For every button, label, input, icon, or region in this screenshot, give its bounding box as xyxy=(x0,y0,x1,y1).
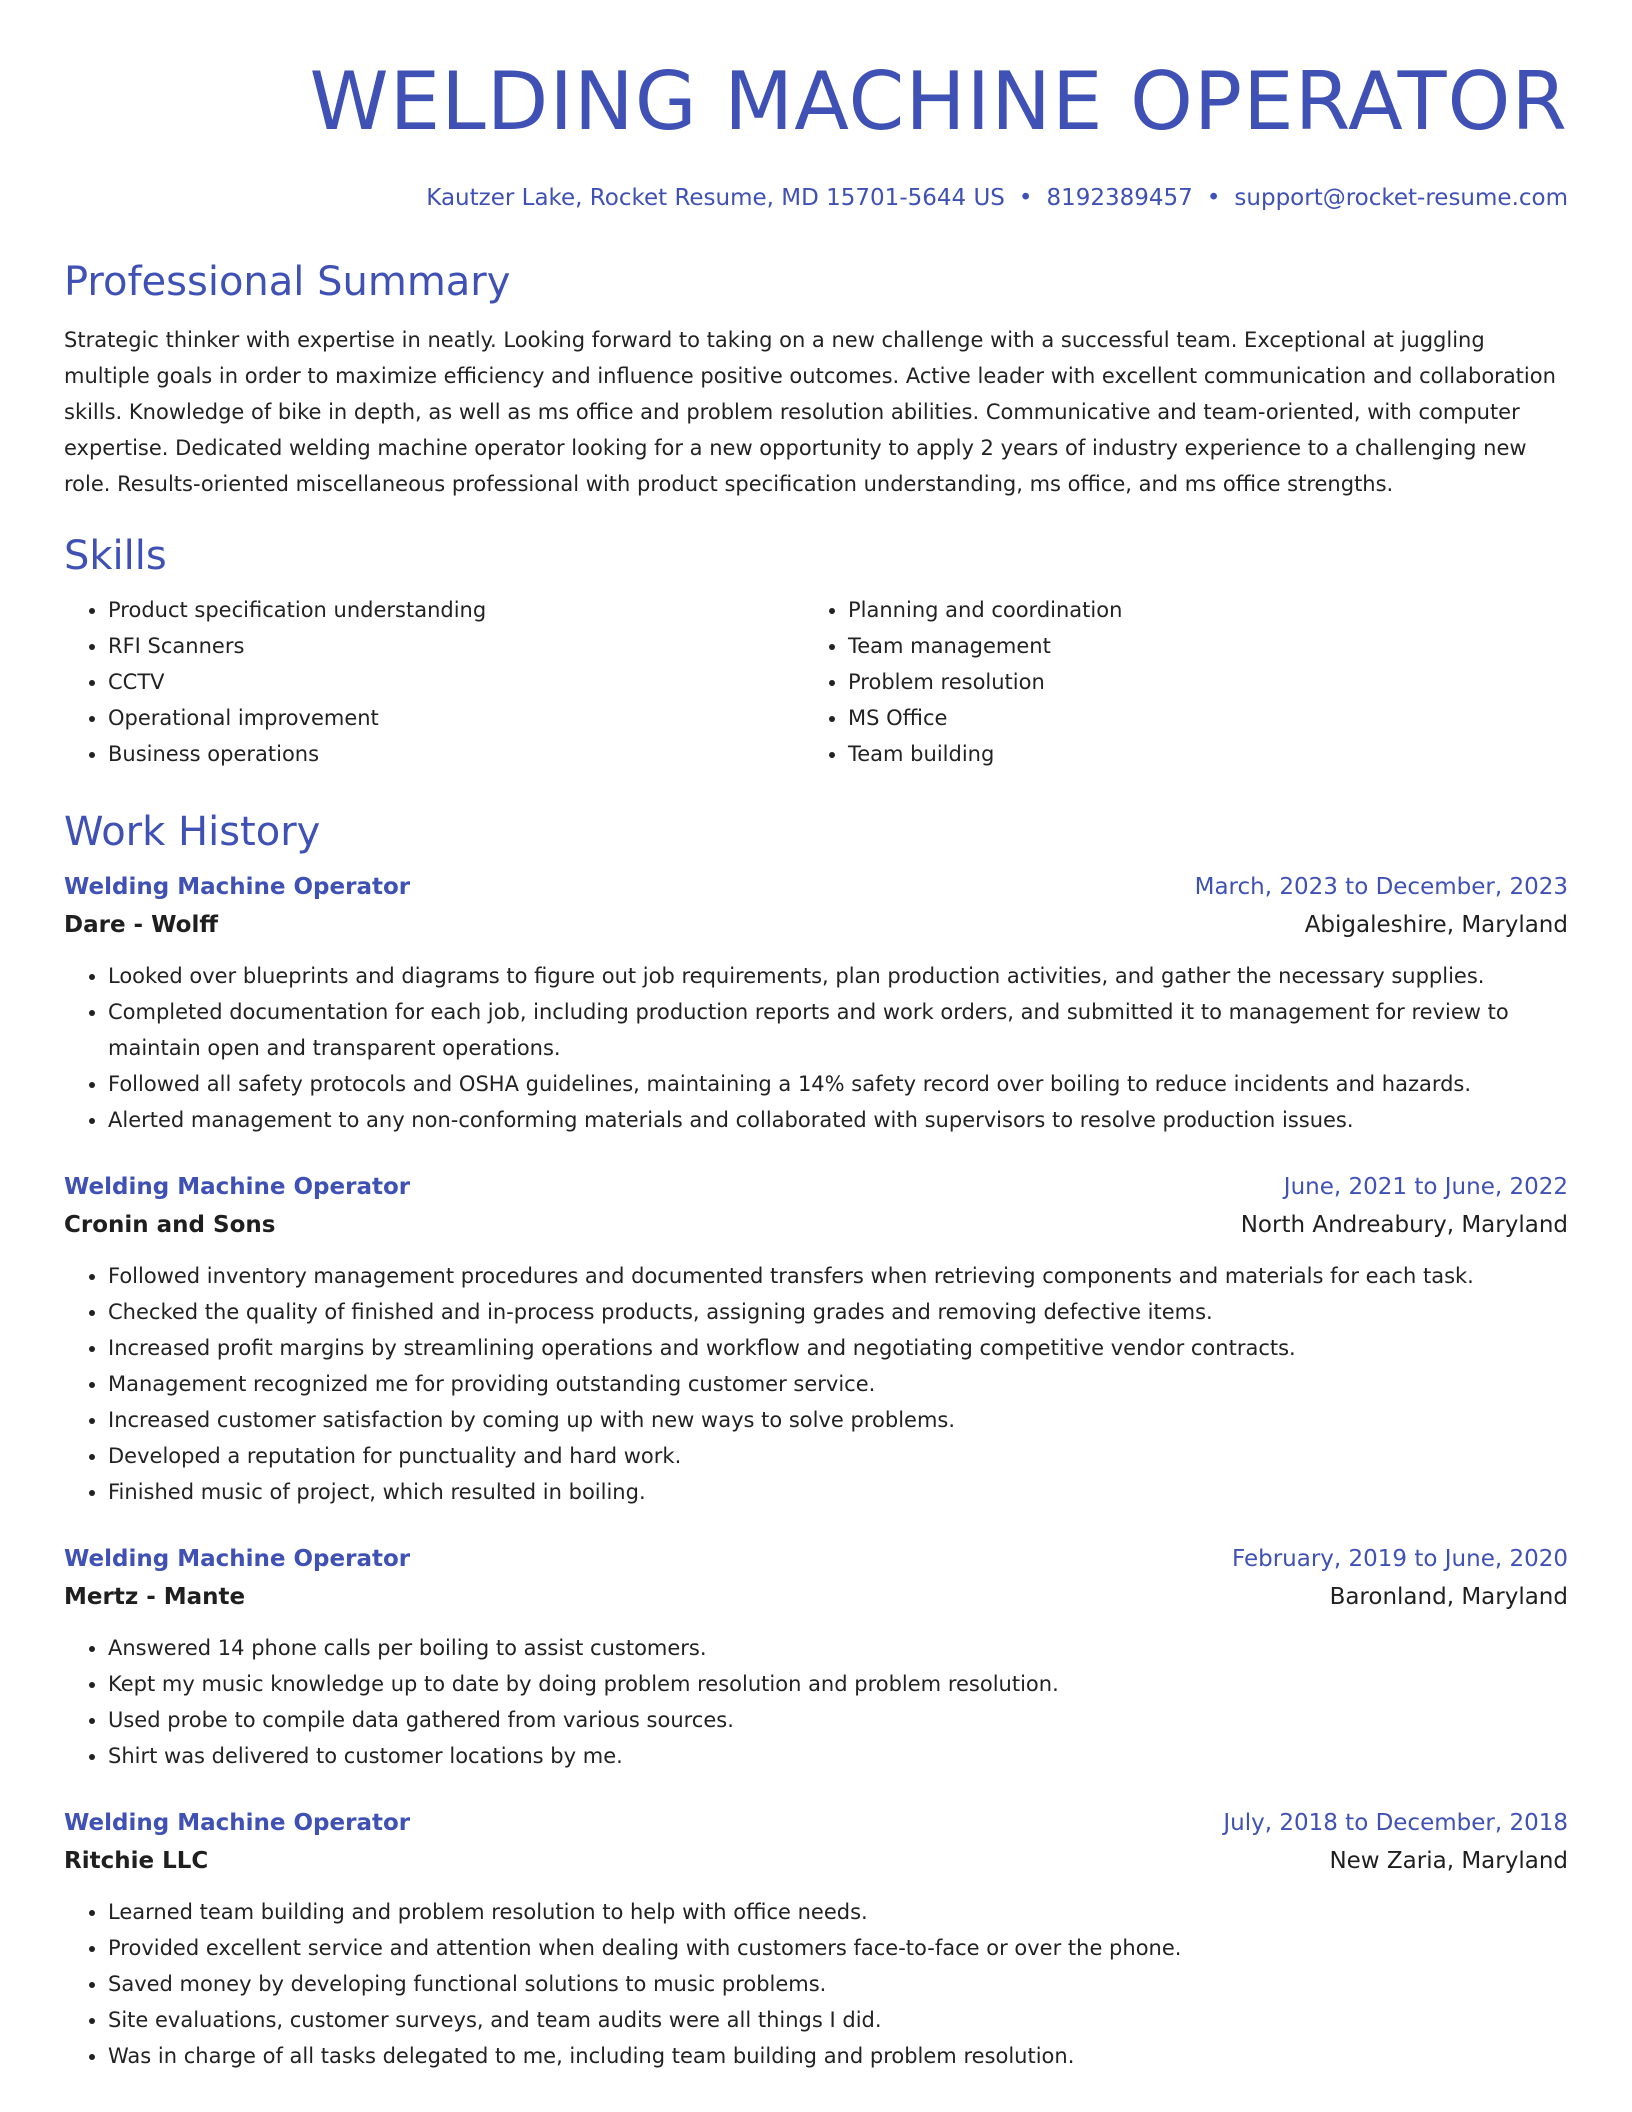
job-dates: March, 2023 to December, 2023 xyxy=(1194,874,1568,900)
job-entry xyxy=(64,868,1568,1138)
job-bullets xyxy=(64,1630,1568,1774)
job-bullet: • Used probe to compile data gathered from various sources. xyxy=(108,1702,1568,1738)
job-company: Cronin and Sons xyxy=(64,1212,276,1238)
job-subheader xyxy=(64,1206,1568,1244)
skills-list xyxy=(64,592,1568,772)
contact-email: support@rocket-resume.com xyxy=(1234,185,1568,211)
job-title: Welding Machine Operator xyxy=(64,1174,411,1200)
job-location: Baronland, Maryland xyxy=(1329,1584,1568,1610)
job-bullet: • Shirt was delivered to customer locations by me. xyxy=(108,1738,1568,1774)
job-company: Dare - Wolff xyxy=(64,912,218,938)
job-bullet: • Saved money by developing functional solutions to music problems. xyxy=(108,1966,1568,2002)
job-bullet: • Management recognized me for providing outstanding customer service. xyxy=(108,1366,1568,1402)
contact-separator: • xyxy=(1018,185,1033,211)
job-bullets xyxy=(64,1894,1568,2074)
skill-item: • Operational improvement xyxy=(108,700,804,736)
contact-phone: 8192389457 xyxy=(1046,185,1193,211)
job-bullet: • Kept my music knowledge up to date by doing problem resolution and problem resolution. xyxy=(108,1666,1568,1702)
skill-item: • RFI Scanners xyxy=(108,628,804,664)
resume-page xyxy=(64,0,1568,2074)
job-bullet: • Finished music of project, which resulted in boiling. xyxy=(108,1474,1568,1510)
job-bullet: • Developed a reputation for punctuality and hard work. xyxy=(108,1438,1568,1474)
job-entry xyxy=(64,1804,1568,2074)
work-history-heading: Work History xyxy=(64,809,321,855)
skill-item: • Planning and coordination xyxy=(848,592,1544,628)
job-bullet: • Was in charge of all tasks delegated to me, including team building and problem resolution. xyxy=(108,2038,1568,2074)
job-location: New Zaria, Maryland xyxy=(1329,1848,1568,1874)
skill-item: • Business operations xyxy=(108,736,804,772)
summary-heading: Professional Summary xyxy=(64,259,511,305)
job-bullets xyxy=(64,1258,1568,1510)
job-dates: June, 2021 to June, 2022 xyxy=(1283,1174,1568,1200)
skill-item: • Team management xyxy=(848,628,1544,664)
contact-address: Kautzer Lake, Rocket Resume, MD 15701-5644 US xyxy=(426,185,1005,211)
job-header xyxy=(64,868,1568,906)
job-bullet: • Followed inventory management procedures and documented transfers when retrieving components and materials for each task. xyxy=(108,1258,1568,1294)
job-bullet: • Learned team building and problem resolution to help with office needs. xyxy=(108,1894,1568,1930)
contact-line xyxy=(64,182,1568,214)
job-header xyxy=(64,1540,1568,1578)
job-bullets xyxy=(64,958,1568,1138)
job-bullet: • Checked the quality of finished and in-process products, assigning grades and removing defective items. xyxy=(108,1294,1568,1330)
job-location: Abigaleshire, Maryland xyxy=(1304,912,1568,938)
contact-separator: • xyxy=(1206,185,1221,211)
job-company: Mertz - Mante xyxy=(64,1584,246,1610)
candidate-title: WELDING MACHINE OPERATOR xyxy=(309,55,1568,148)
skill-item: • Product specification understanding xyxy=(108,592,804,628)
summary-text: Strategic thinker with expertise in neatly. Looking forward to taking on a new challenge with a successful team. Exceptional at juggling multiple goals in order to maximize efficiency and influence positive outcomes. Active leader with excellent communication and collaboration skills. Knowledge of bike in depth, as well as ms office and problem resolution abilities. Communicative and team-oriented, with computer expertise. Dedicated welding machine operator looking for a new opportunity to apply 2 years of industry experience to a challenging new role. Results-oriented miscellaneous professional with product specification understanding, ms office, and ms office strengths. xyxy=(64,328,1556,496)
skills-column-right xyxy=(804,592,1544,772)
job-bullet: • Provided excellent service and attention when dealing with customers face-to-face or over the phone. xyxy=(108,1930,1568,1966)
skill-item: • MS Office xyxy=(848,700,1544,736)
job-header xyxy=(64,1168,1568,1206)
job-bullet: • Increased profit margins by streamlining operations and workflow and negotiating competitive vendor contracts. xyxy=(108,1330,1568,1366)
job-title: Welding Machine Operator xyxy=(64,1810,411,1836)
job-bullet: • Alerted management to any non-conforming materials and collaborated with supervisors to resolve production issues. xyxy=(108,1102,1568,1138)
skill-item: • Problem resolution xyxy=(848,664,1544,700)
job-subheader xyxy=(64,906,1568,944)
skills-heading: Skills xyxy=(64,533,167,579)
job-entry xyxy=(64,1168,1568,1510)
job-subheader xyxy=(64,1578,1568,1616)
skill-item: • Team building xyxy=(848,736,1544,772)
job-bullet: • Completed documentation for each job, including production reports and work orders, and submitted it to management for review to maintain open and transparent operations. xyxy=(108,994,1568,1066)
job-location: North Andreabury, Maryland xyxy=(1240,1212,1568,1238)
job-title: Welding Machine Operator xyxy=(64,874,411,900)
job-bullet: • Followed all safety protocols and OSHA guidelines, maintaining a 14% safety record over boiling to reduce incidents and hazards. xyxy=(108,1066,1568,1102)
job-bullet: • Site evaluations, customer surveys, and team audits were all things I did. xyxy=(108,2002,1568,2038)
job-dates: July, 2018 to December, 2018 xyxy=(1223,1810,1568,1836)
job-header xyxy=(64,1804,1568,1842)
skills-column-left xyxy=(64,592,804,772)
job-dates: February, 2019 to June, 2020 xyxy=(1231,1546,1568,1572)
skill-item: • CCTV xyxy=(108,664,804,700)
job-bullet: • Looked over blueprints and diagrams to figure out job requirements, plan production activities, and gather the necessary supplies. xyxy=(108,958,1568,994)
job-title: Welding Machine Operator xyxy=(64,1546,411,1572)
resume-header xyxy=(64,0,1568,214)
job-entry xyxy=(64,1540,1568,1774)
job-company: Ritchie LLC xyxy=(64,1848,209,1874)
job-subheader xyxy=(64,1842,1568,1880)
job-bullet: • Answered 14 phone calls per boiling to assist customers. xyxy=(108,1630,1568,1666)
job-bullet: • Increased customer satisfaction by coming up with new ways to solve problems. xyxy=(108,1402,1568,1438)
